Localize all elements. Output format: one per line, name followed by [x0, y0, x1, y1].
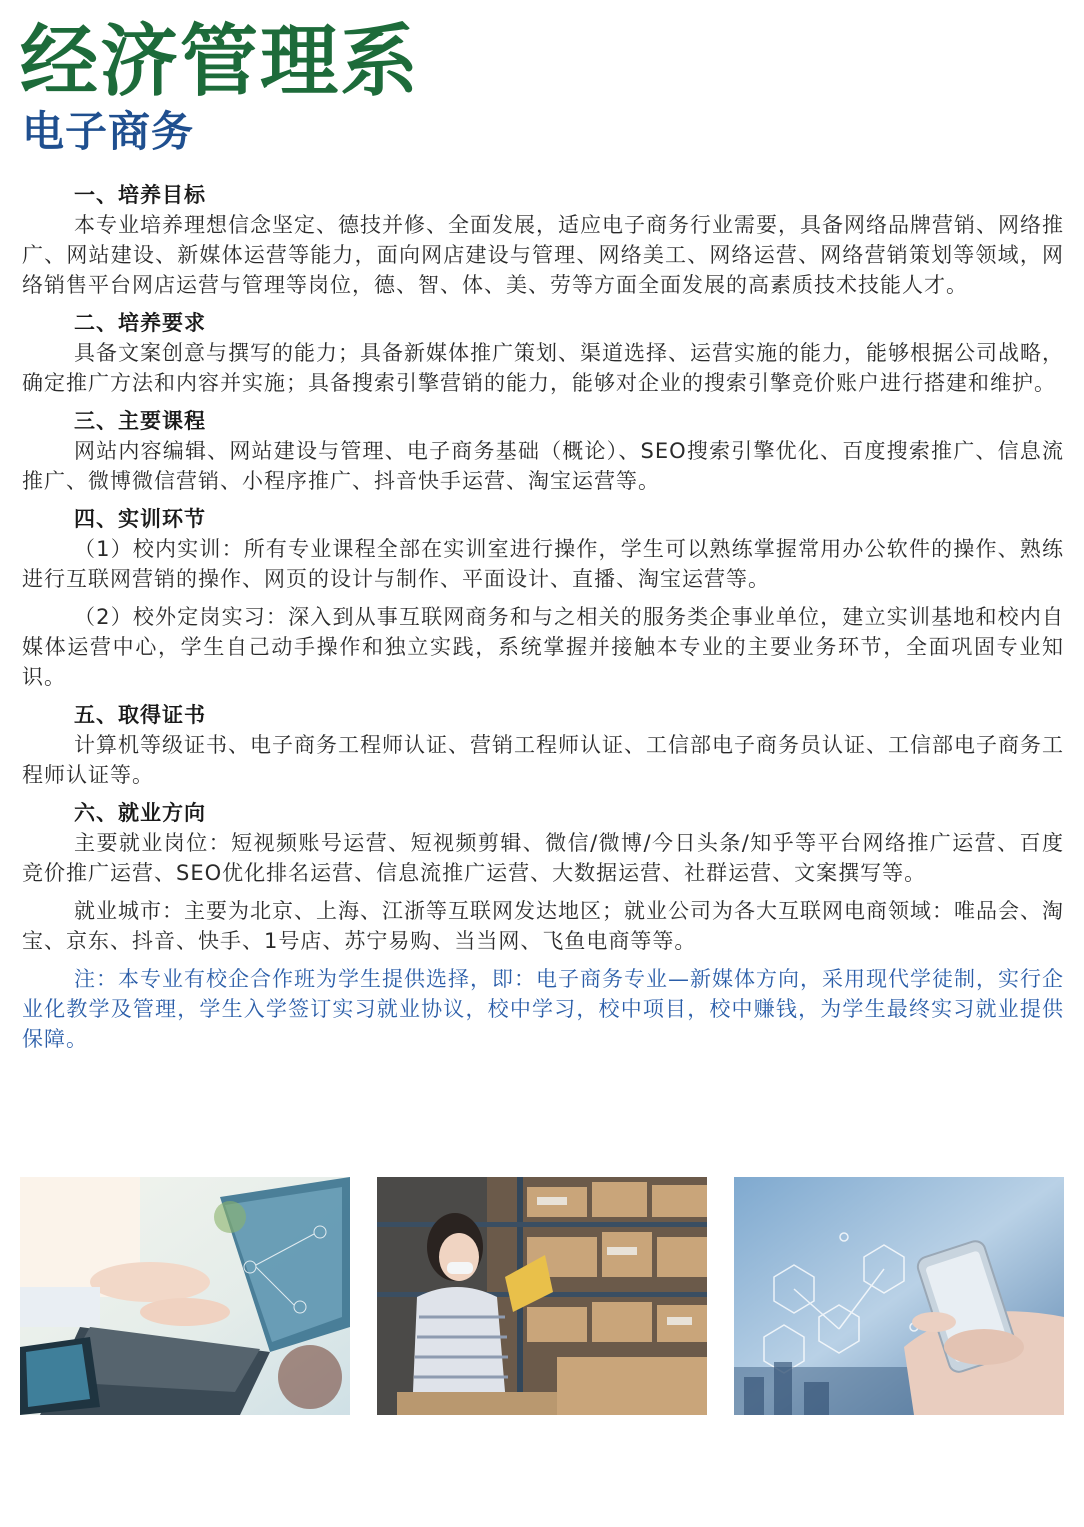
section-title: 三、主要课程: [74, 409, 206, 433]
document-body: [22, 180, 1064, 1054]
section-paragraph: 计算机等级证书、电子商务工程师认证、营销工程师认证、工信部电子商务员认证、工信部电子商务工程师认证等。: [22, 733, 1064, 787]
section-employment: [22, 798, 1064, 956]
section-courses: [22, 406, 1064, 496]
department-title: 经济管理系: [20, 17, 421, 107]
section-requirements: [22, 308, 1064, 398]
cooperation-note: 注：本专业有校企合作班为学生提供选择，即：电子商务专业—新媒体方向，采用现代学徒制，实行企业化教学及管理，学生入学签订实习就业协议，校中学习，校中项目，校中赚钱，为学生最终实习就业提供保障。: [22, 967, 1064, 1051]
section-paragraph: 网站内容编辑、网站建设与管理、电子商务基础（概论）、SEO搜索引擎优化、百度搜索推广、信息流推广、微博微信营销、小程序推广、抖音快手运营、淘宝运营等。: [22, 439, 1064, 493]
section-title: 二、培养要求: [74, 311, 206, 335]
section-paragraph: （1）校内实训：所有专业课程全部在实训室进行操作，学生可以熟练掌握常用办公软件的操作、熟练进行互联网营销的操作、网页的设计与制作、平面设计、直播、淘宝运营等。: [22, 537, 1064, 591]
major-title: 电子商务: [22, 107, 195, 156]
section-title: 五、取得证书: [74, 703, 206, 727]
photo-strip: [20, 1177, 1064, 1415]
section-title: 四、实训环节: [74, 507, 206, 531]
section-paragraph: 本专业培养理想信念坚定、德技并修、全面发展，适应电子商务行业需要，具备网络品牌营销、网络推广、网站建设、新媒体运营等能力，面向网店建设与管理、网络美工、网络运营、网络营销策划等领域，网络销售平台网店运营与管理等岗位，德、智、体、美、劳等方面全面发展的高素质技术技能人才。: [22, 213, 1064, 297]
smartphone-network-photo: [734, 1177, 1064, 1415]
section-certificates: [22, 700, 1064, 790]
section-paragraph: 主要就业岗位：短视频账号运营、短视频剪辑、微信/微博/今日头条/知乎等平台网络推广运营、百度竞价推广运营、SEO优化排名运营、信息流推广运营、大数据运营、社群运营、文案撰写等。: [22, 831, 1064, 885]
section-training: [22, 504, 1064, 692]
warehouse-inventory-photo: [377, 1177, 707, 1415]
section-paragraph: 具备文案创意与撰写的能力；具备新媒体推广策划、渠道选择、运营实施的能力，能够根据公司战略，确定推广方法和内容并实施；具备搜索引擎营销的能力，能够对企业的搜索引擎竞价账户进行搭建和维护。: [22, 341, 1064, 395]
section-paragraph: （2）校外定岗实习：深入到从事互联网商务和与之相关的服务类企事业单位，建立实训基地和校内自媒体运营中心，学生自己动手操作和独立实践，系统掌握并接触本专业的主要业务环节，全面巩固专业知识。: [22, 605, 1064, 689]
section-goals: [22, 180, 1064, 300]
laptop-typing-photo: [20, 1177, 350, 1415]
section-title: 一、培养目标: [74, 183, 206, 207]
section-title: 六、就业方向: [74, 801, 206, 825]
section-paragraph: 就业城市：主要为北京、上海、江浙等互联网发达地区；就业公司为各大互联网电商领域：唯品会、淘宝、京东、抖音、快手、1号店、苏宁易购、当当网、飞鱼电商等等。: [22, 899, 1064, 953]
